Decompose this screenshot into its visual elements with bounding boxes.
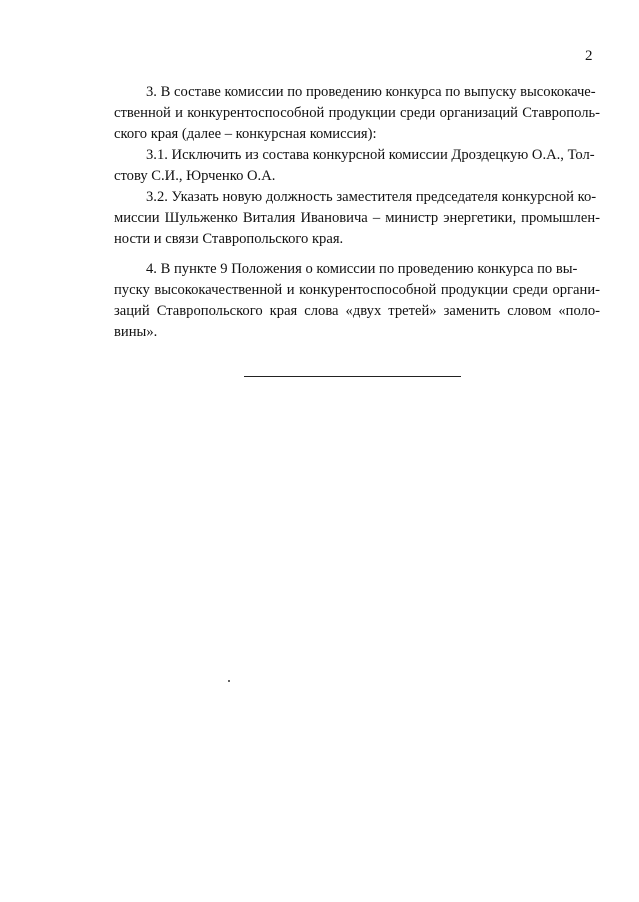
paragraph-4-line-4: вины». <box>114 324 158 340</box>
paragraph-4-line-2: пуску высококачественной и конкурентоспособной продукции среди органи- <box>114 282 600 298</box>
paragraph-3-2-line-1: 3.2. Указать новую должность заместителя председателя конкурсной ко- <box>146 189 597 205</box>
paragraph-3-line-1: 3. В составе комиссии по проведению конкурса по выпуску высококаче- <box>146 84 596 100</box>
paragraph-4-line-1: 4. В пункте 9 Положения о комиссии по проведению конкурса по вы- <box>146 261 578 277</box>
paragraph-4-line-3: заций Ставропольского края слова «двух третей» заменить словом «поло- <box>114 303 600 319</box>
paragraph-3-1-line-1: 3.1. Исключить из состава конкурсной комиссии Дроздецкую О.А., Тол- <box>146 147 595 163</box>
paragraph-3-2-line-3: ности и связи Ставропольского края. <box>114 231 344 247</box>
paragraph-3-line-3: ского края (далее – конкурсная комиссия): <box>114 126 377 142</box>
paragraph-3-line-2: ственной и конкурентоспособной продукции среди организаций Ставрополь- <box>114 105 600 121</box>
page-number: 2 <box>585 48 593 64</box>
paragraph-3-1-line-2: стову С.И., Юрченко О.А. <box>114 168 276 184</box>
closing-separator-line <box>244 376 461 377</box>
paragraph-3-2-line-2: миссии Шульженко Виталия Ивановича – министр энергетики, промышлен- <box>114 210 600 226</box>
scan-speck <box>228 680 230 682</box>
